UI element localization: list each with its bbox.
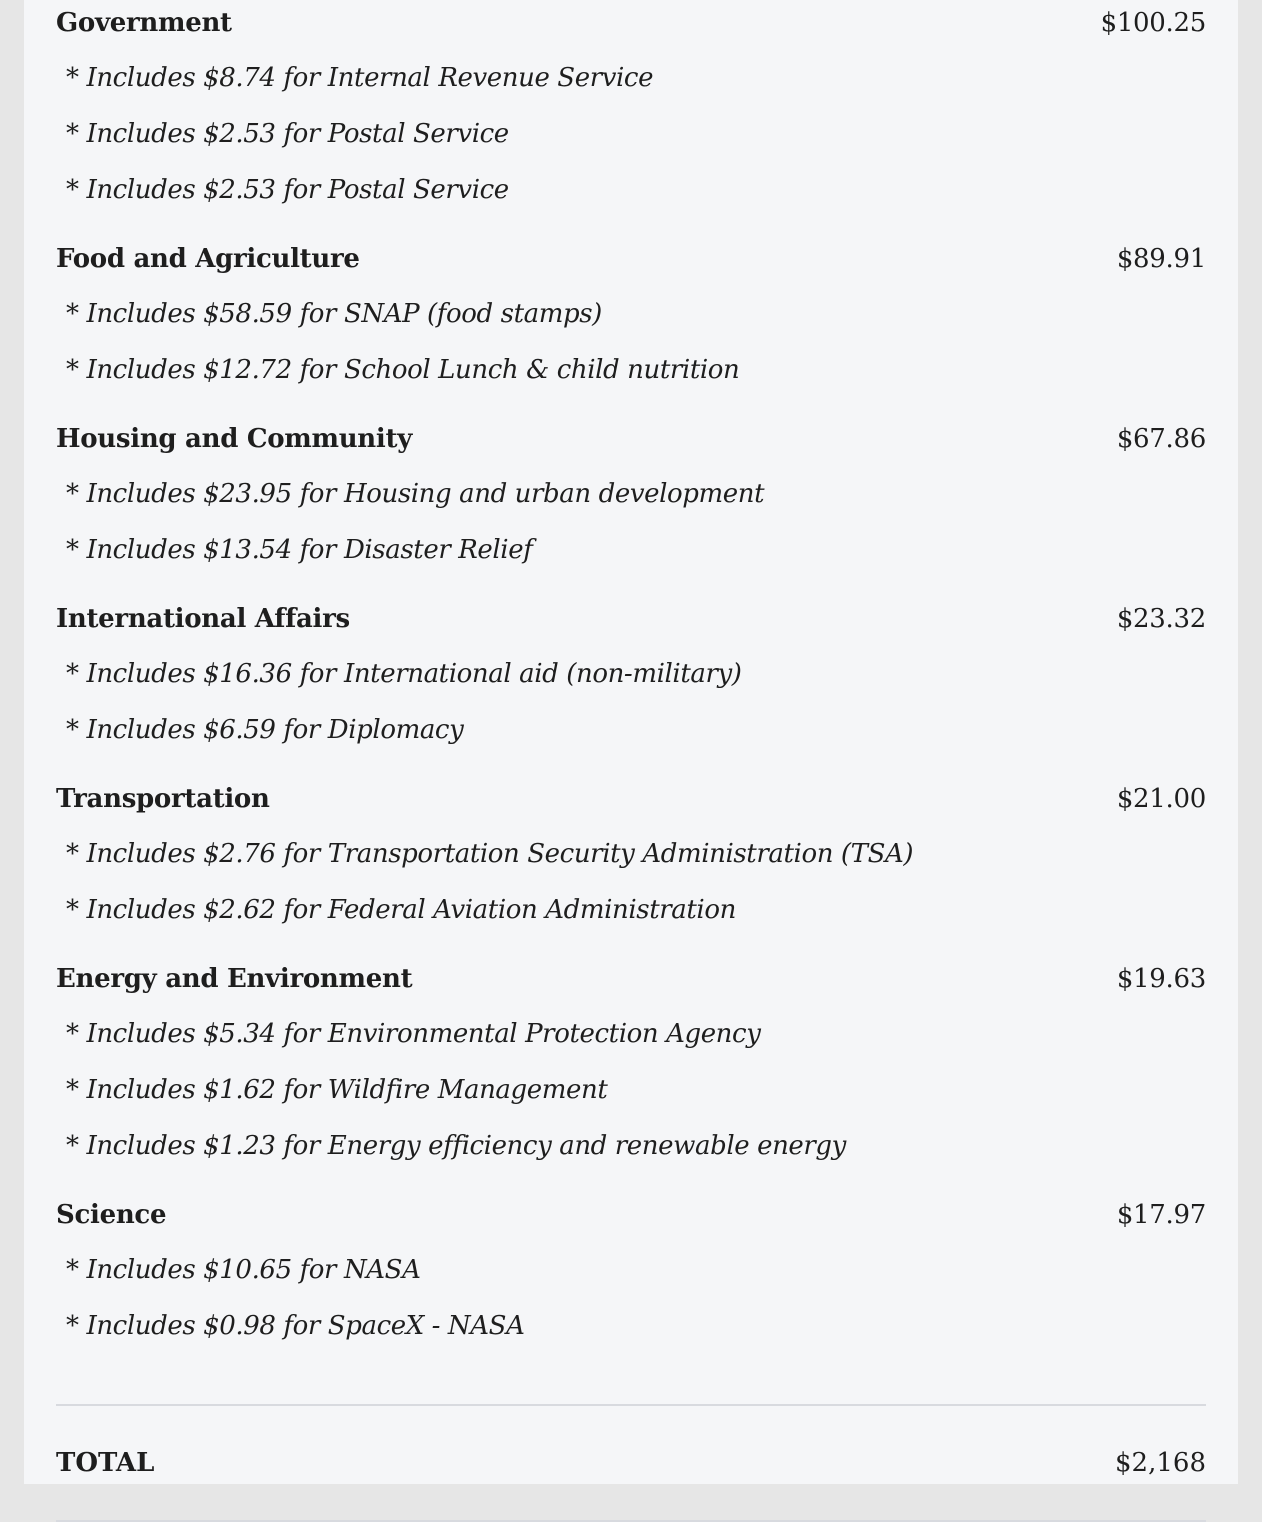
total-amount: $2,168	[1115, 1448, 1206, 1478]
category-subitem: * Includes $13.54 for Disaster Relief	[66, 535, 533, 565]
category-amount: $17.97	[1116, 1200, 1206, 1230]
category-subitem: * Includes $2.53 for Postal Service	[66, 175, 509, 205]
category-header	[56, 236, 1206, 284]
category-name: Housing and Community	[56, 424, 412, 454]
category-subitem: * Includes $2.76 for Transportation Security Administration (TSA)	[66, 839, 914, 869]
category-amount: $100.25	[1100, 8, 1206, 38]
category-name: Energy and Environment	[56, 964, 413, 994]
category-international-affairs	[56, 596, 1206, 776]
category-header	[56, 956, 1206, 1004]
category-subitem: * Includes $12.72 for School Lunch & child nutrition	[66, 355, 740, 385]
category-subitem: * Includes $8.74 for Internal Revenue Service	[66, 63, 654, 93]
category-header	[56, 776, 1206, 824]
category-subitem: * Includes $23.95 for Housing and urban development	[66, 479, 765, 509]
category-subitem: * Includes $5.34 for Environmental Protection Agency	[66, 1019, 761, 1049]
category-header	[56, 416, 1206, 464]
total-row	[56, 1406, 1206, 1520]
category-subitem: * Includes $2.53 for Postal Service	[66, 119, 509, 149]
category-header	[56, 1192, 1206, 1240]
receipt-content	[56, 0, 1206, 1522]
category-amount: $23.32	[1116, 604, 1206, 634]
receipt-panel	[24, 0, 1238, 1484]
category-amount: $21.00	[1116, 784, 1206, 814]
category-energy-and-environment	[56, 956, 1206, 1192]
category-name: Food and Agriculture	[56, 244, 360, 274]
category-amount: $19.63	[1116, 964, 1206, 994]
category-subitem: * Includes $10.65 for NASA	[66, 1255, 421, 1285]
category-subitem: * Includes $58.59 for SNAP (food stamps)	[66, 299, 602, 329]
category-science	[56, 1192, 1206, 1352]
category-subitem: * Includes $0.98 for SpaceX - NASA	[66, 1311, 525, 1341]
category-name: International Affairs	[56, 604, 350, 634]
category-housing-and-community	[56, 416, 1206, 596]
category-header	[56, 596, 1206, 644]
category-name: Government	[56, 8, 232, 38]
category-header	[56, 0, 1206, 48]
category-subitem: * Includes $6.59 for Diplomacy	[66, 715, 464, 745]
category-subitem: * Includes $1.23 for Energy efficiency and renewable energy	[66, 1131, 846, 1161]
category-government	[56, 0, 1206, 236]
category-amount: $89.91	[1116, 244, 1206, 274]
category-name: Science	[56, 1200, 167, 1230]
category-food-and-agriculture	[56, 236, 1206, 416]
category-transportation	[56, 776, 1206, 956]
category-subitem: * Includes $2.62 for Federal Aviation Administration	[66, 895, 736, 925]
category-name: Transportation	[56, 784, 270, 814]
category-amount: $67.86	[1116, 424, 1206, 454]
category-subitem: * Includes $16.36 for International aid (non-military)	[66, 659, 742, 689]
total-label: TOTAL	[56, 1448, 155, 1478]
category-subitem: * Includes $1.62 for Wildfire Management	[66, 1075, 608, 1105]
